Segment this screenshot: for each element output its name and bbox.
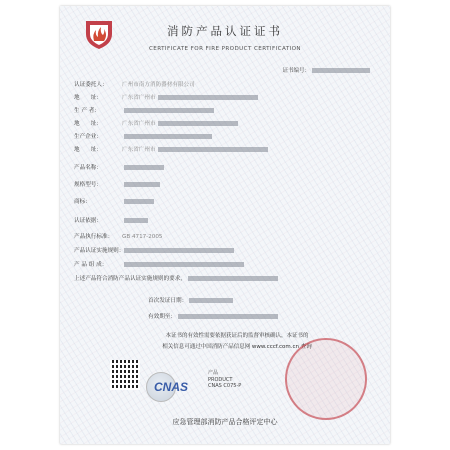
row-rules: 产品认证实施规则： xyxy=(74,246,234,254)
row-conformity: 上述产品符合消防产品认证实施规则的要求， xyxy=(74,274,278,282)
certificate-number: 证书编号： xyxy=(282,66,370,74)
notice-line-1: 本证书的有效性需要依据获证后的监督审核确认，本证书的 xyxy=(165,333,309,339)
qr-code xyxy=(110,360,140,390)
row-factory-address: 地 址： 广东省广州市 xyxy=(74,145,268,153)
issuer-name: 应急管理部消防产品合格评定中心 xyxy=(172,418,278,426)
notice-line-2: 相关信息可通过中国消防产品信息网 www.cccf.com.cn 查询 xyxy=(162,344,312,350)
certificate-title: 消防产品认证证书 xyxy=(167,24,283,38)
row-first-issue: 首次发证日期： xyxy=(148,296,233,304)
row-trademark: 商标： xyxy=(74,197,154,205)
row-manufacturer-address: 地 址： 广东省广州市 xyxy=(74,119,238,127)
cnas-logo: CNAS xyxy=(154,380,189,394)
certificate-page xyxy=(60,6,390,444)
row-product-name: 产品名称： xyxy=(74,163,164,171)
row-applicant: 认证委托人： 广州市南方消防器材有限公司 xyxy=(74,82,195,88)
certificate-subtitle: CERTIFICATE FOR FIRE PRODUCT CERTIFICATION xyxy=(148,46,301,52)
accreditation-mark: 产品 PRODUCT CNAS C075-P xyxy=(208,370,242,389)
row-model: 规格型号： xyxy=(74,180,160,188)
row-manufacturer: 生 产 者： xyxy=(74,106,214,114)
row-valid-until: 有效期至： xyxy=(148,312,278,320)
row-standard: 产品执行标准： GB 4717-2005 xyxy=(74,234,163,240)
official-seal-icon xyxy=(285,338,367,420)
row-basis: 认证依据： xyxy=(74,216,148,224)
row-applicant-address: 地 址： 广东省广州市 xyxy=(74,93,258,101)
row-factory: 生产企业： xyxy=(74,132,212,140)
row-composition: 产 品 组 成： xyxy=(74,260,244,268)
